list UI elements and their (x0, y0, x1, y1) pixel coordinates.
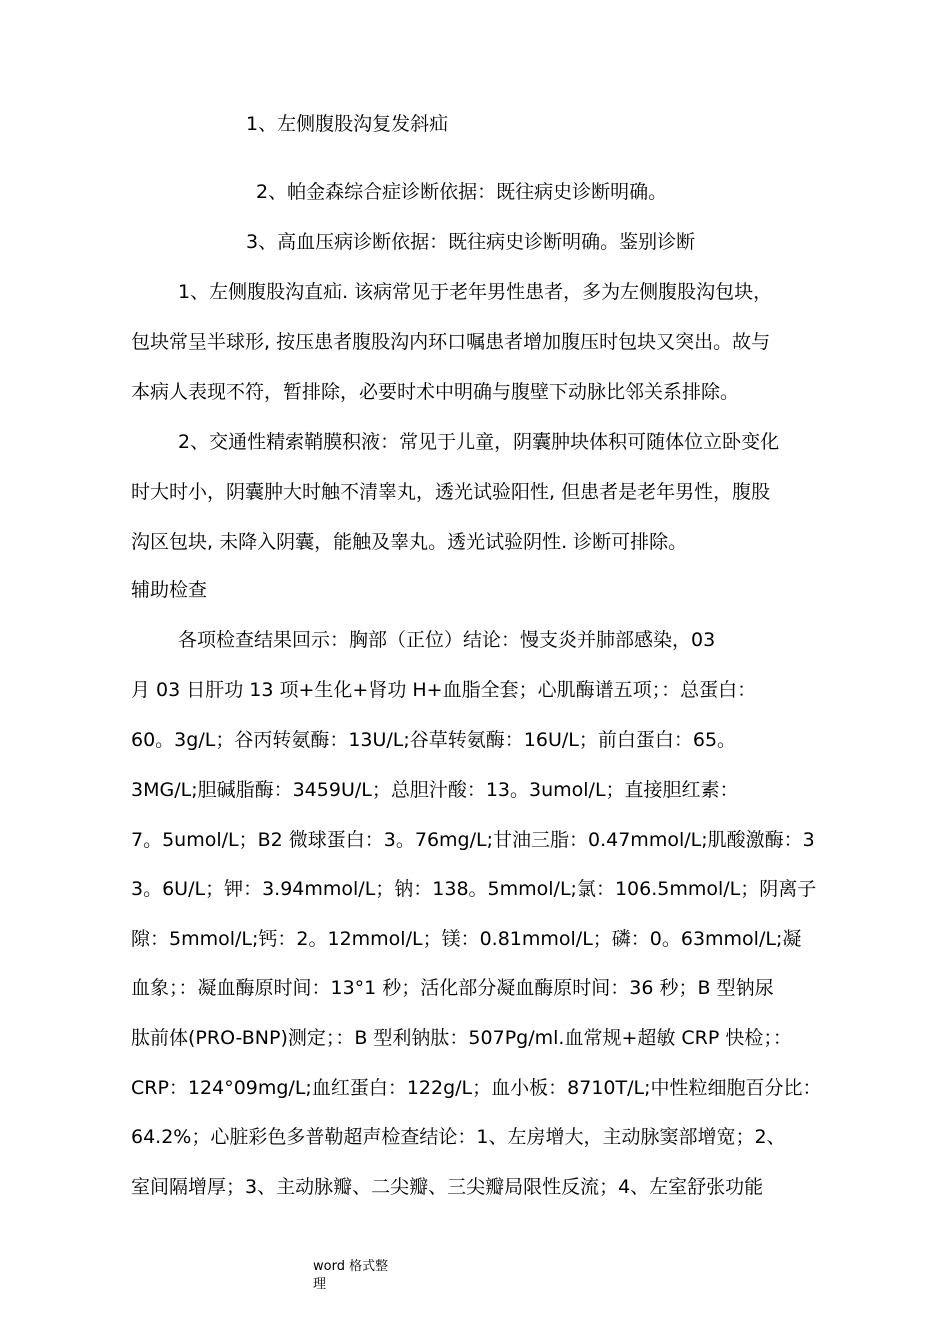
differential-2-line-2: 时大时小，阴囊肿大时触不清睾丸，透光试验阳性, 但患者是老年男性，腹股 (131, 481, 771, 503)
exam-results-line-2: 月 03 日肝功 13 项+生化+肾功 H+血脂全套；心肌酶谱五项；：总蛋白： (131, 679, 757, 701)
exam-results-line-8: 血象；：凝血酶原时间：13°1 秒；活化部分凝血酶原时间：36 秒；B 型钠尿 (131, 977, 774, 999)
exam-results-line-1: 各项检查结果回示：胸部（正位）结论：慢支炎并肺部感染，03 (178, 629, 716, 651)
exam-results-line-9: 肽前体(PRO-BNP)测定；：B 型利钠肽：507Pg/ml.血常规+超敏 CRP 快检；： (131, 1027, 792, 1049)
exam-results-line-5: 7。5umol/L；B2 微球蛋白：3。76mg/L;甘油三脂：0.47mmol/L;肌酸激酶：3 (131, 829, 815, 851)
section-heading: 辅助检查 (131, 579, 208, 601)
exam-results-line-3: 60。3g/L；谷丙转氨酶：13U/L;谷草转氨酶：16U/L；前白蛋白：65。 (131, 729, 737, 751)
diagnosis-line-3: 3、高血压病诊断依据：既往病史诊断明确。鉴别诊断 (246, 231, 696, 253)
exam-results-line-12: 室间隔增厚；3、主动脉瓣、二尖瓣、三尖瓣局限性反流；4、左室舒张功能 (131, 1176, 764, 1198)
differential-1-line-2: 包块常呈半球形, 按压患者腹股沟内环口嘱患者增加腹压时包块又突出。故与 (131, 331, 771, 353)
diagnosis-line-1: 1、左侧腹股沟复发斜疝 (246, 113, 449, 135)
differential-2-line-1: 2、交通性精索鞘膜积液：常见于儿童，阴囊肿块体积可随体位立卧变化 (178, 431, 780, 453)
exam-results-line-11: 64.2%；心脏彩色多普勒超声检查结论：1、左房增大，主动脉窦部增宽；2、 (131, 1126, 786, 1148)
exam-results-line-6: 3。6U/L；钾：3.94mmol/L；钠：138。5mmol/L;氯：106.5mmol/L；阴离子 (131, 878, 817, 900)
differential-1-line-3: 本病人表现不符，暂排除，必要时术中明确与腹壁下动脉比邻关系排除。 (131, 381, 740, 403)
exam-results-line-10: CRP：124°09mg/L;血红蛋白：122g/L；血小板：8710T/L;中性粒细胞百分比： (131, 1077, 822, 1099)
footer-line-1: word 格式整 (313, 1259, 389, 1274)
differential-1-line-1: 1、左侧腹股沟直疝. 该病常见于老年男性患者，多为左侧腹股沟包块， (178, 281, 773, 303)
exam-results-line-4: 3MG/L;胆碱脂酶：3459U/L；总胆汁酸：13。3umol/L；直接胆红素： (131, 779, 739, 801)
footer-line-2: 理 (313, 1277, 327, 1292)
exam-results-line-7: 隙：5mmol/L;钙：2。12mmol/L；镁：0.81mmol/L；磷：0。63mmol/L;凝 (131, 928, 802, 950)
diagnosis-line-2: 2、帕金森综合症诊断依据：既往病史诊断明确。 (256, 181, 668, 203)
differential-2-line-3: 沟区包块, 未降入阴囊，能触及睾丸。透光试验阴性. 诊断可排除。 (131, 531, 688, 553)
